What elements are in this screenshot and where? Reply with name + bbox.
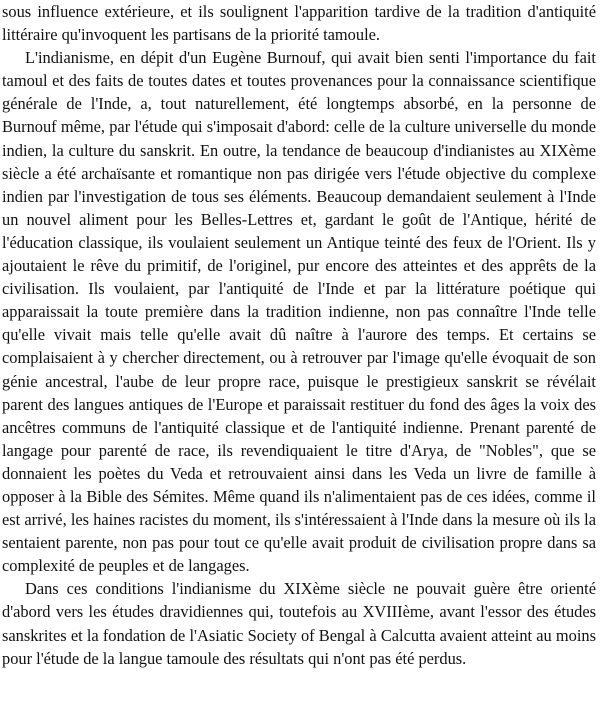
paragraph-continuation: sous influence extérieure, et ils soulignent l'apparition tardive de la tradition d'antiquité littéraire qu'invoquent les partisans de la priorité tamoule.: [2, 2, 596, 45]
paragraph-conditions: Dans ces conditions l'indianisme du XIXème siècle ne pouvait guère être orienté d'abord vers les études dravidiennes qui, toutefois au XVIIIème, avant l'essor des études sanskrites et la fondation de l'Asiatic Society of Bengal à Calcutta avaient atteint au moins pour l'étude de la langue tamoule des résultats qui n'ont pas été perdus.: [2, 579, 596, 668]
paragraph-indianisme: L'indianisme, en dépit d'un Eugène Burnouf, qui avait bien senti l'importance du fait tamoul et des faits de toutes dates et toutes provenances pour la connaissance scientifique générale de l'Inde, a, tout naturellement, été longtemps absorbé, en la personne de Burnouf même, par l'étude qui s'imposait d'abord: celle de la culture universelle du monde indien, la culture du sanskrit. En outre, la tendance de beaucoup d'indianistes au XIXème siècle a été archaïsante et romantique non pas dirigée vers l'étude objective du complexe indien par l'investigation de tous ses éléments. Beaucoup demandaient seulement à l'Inde un nouvel aliment pour les Belles-Lettres et, gardant le goût de l'Antique, hérité de l'éducation classique, ils voulaient seulement un Antique teinté des feux de l'Orient. Ils y ajoutaient le rêve du primitif, de l'originel, pur encore des atteintes et des apprêts de la civilisation. Ils voulaient, par l'antiquité de l'Inde et par la littérature poétique qui apparaissait la toute première dans la tradition indienne, non pas connaître l'Inde telle qu'elle vivait mais telle qu'elle avait dû naître à l'aurore des temps. Et certains se complaisaient à y chercher directement, ou à retrouver par l'image qu'elle évoquait de son génie ancestral, l'aube de leur propre race, puisque le prestigieux sanskrit se révélait parent des langues antiques de l'Europe et paraissait restituer du fond des âges la voix des ancêtres communs de l'antiquité classique et de l'antiquité indienne. Prenant parenté de langage pour parenté de race, ils revendiquaient le titre d'Arya, de "Nobles", que se donnaient les poètes du Veda et retrouvaient ainsi dans les Veda un livre de famille à opposer à la Bible des Sémites. Même quand ils n'alimentaient pas de ces idées, comme il est arrivé, les haines racistes du moment, ils s'intéressaient à l'Inde dans la mesure où ils la sentaient parente, non pas pour tout ce qu'elle avait produit de civilisation propre dans sa complexité de peuples et de langages.: [2, 48, 596, 576]
document-page: [2, 0, 596, 670]
